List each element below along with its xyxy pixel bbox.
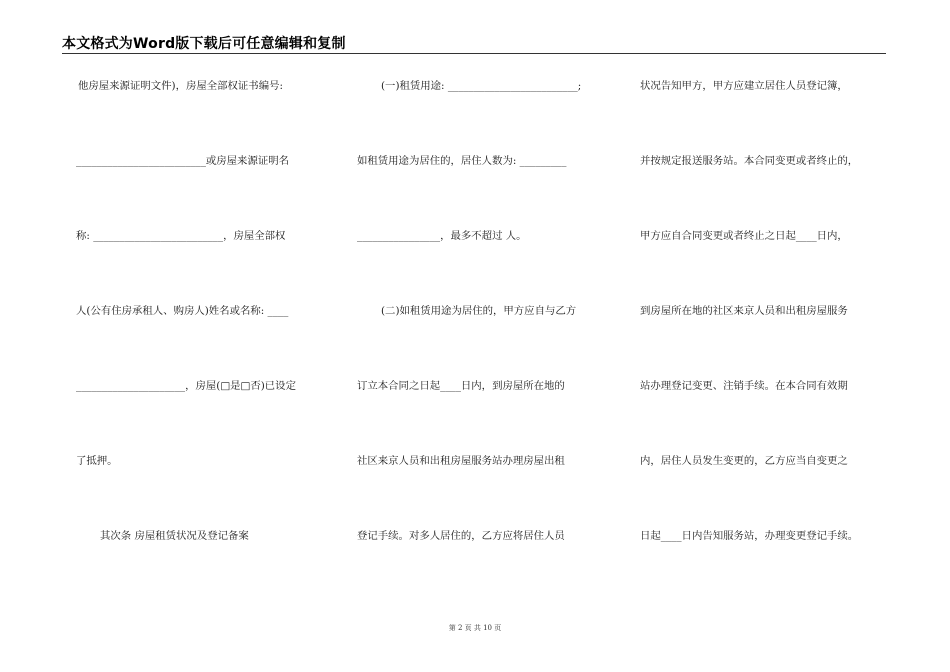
text-line: ________________，最多不超过 人。 <box>357 230 527 242</box>
text-line: 他房屋来源证明文件)，房屋全部权证书编号: <box>78 80 283 92</box>
text-line: 社区来京人员和出租房屋服务站办理房屋出租 <box>357 455 565 467</box>
text-line: 状况告知甲方，甲方应建立居住人员登记簿， <box>640 80 848 92</box>
document-header-title: 本文格式为Word版下载后可任意编辑和复制 <box>62 36 346 52</box>
text-line: (一)租赁用途: _________________________; <box>381 80 582 92</box>
text-line: 订立本合同之日起____日内，到房屋所在地的 <box>357 380 565 392</box>
header-divider <box>62 53 886 54</box>
text-line: 日起____日内告知服务站，办理变更登记手续。 <box>640 530 859 542</box>
text-line: 甲方应自合同变更或者终止之日起____日内， <box>640 230 848 242</box>
text-line: 人(公有住房承租人、购房人)姓名或名称: ____ <box>76 305 289 317</box>
section-heading: 其次条 房屋租赁状况及登记备案 <box>100 530 249 542</box>
text-line: 登记手续。对多人居住的，乙方应将居住人员 <box>357 530 565 542</box>
text-line: 了抵押。 <box>76 455 118 467</box>
text-line: 如租赁用途为居住的，居住人数为: _________ <box>357 155 567 167</box>
text-line: _____________________，房屋(□是□否)已设定 <box>76 380 296 392</box>
text-line: (二)如租赁用途为居住的，甲方应自与乙方 <box>381 305 577 317</box>
page-number-footer: 第 2 页 共 10 页 <box>448 624 502 632</box>
text-line: _________________________或房屋来源证明名 <box>76 155 290 167</box>
text-line: 并按规定报送服务站。本合同变更或者终止的， <box>640 155 859 167</box>
text-line: 称: _________________________，房屋全部权 <box>76 230 286 242</box>
text-line: 站办理登记变更、注销手续。在本合同有效期 <box>640 380 848 392</box>
text-line: 内，居住人员发生变更的，乙方应当自变更之 <box>640 455 848 467</box>
text-line: 到房屋所在地的社区来京人员和出租房屋服务 <box>640 305 848 317</box>
